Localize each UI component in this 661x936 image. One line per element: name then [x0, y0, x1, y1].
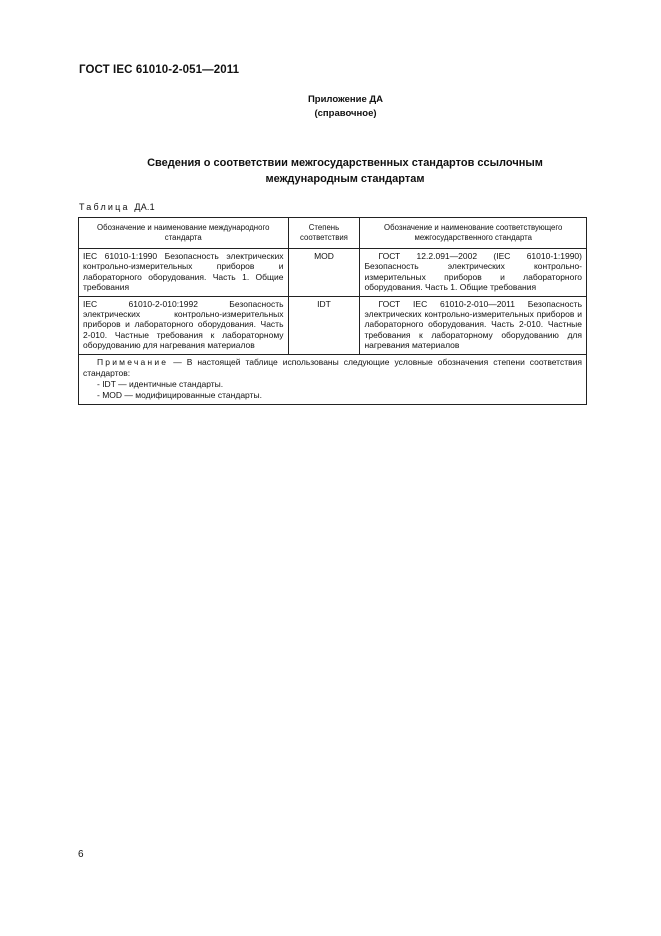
document-code: ГОСТ IEC 61010-2-051—2011	[79, 64, 240, 76]
appendix-subtitle: (справочное)	[314, 108, 377, 119]
table-row	[79, 249, 587, 297]
degree-cell: MOD	[288, 249, 360, 297]
interstate-standard-cell: ГОСТ 12.2.091—2002 (IEC 61010-1:1990) Безопасность электрических контрольно-измерительных приборов и лабораторного оборудования. Часть 1. Общие требования	[360, 249, 587, 297]
table-caption	[79, 202, 155, 212]
note-text-line	[83, 357, 582, 379]
correspondence-table	[78, 217, 587, 405]
international-standard-cell: IEC 61010-2-010:1992 Безопасность электрических контрольно-измерительных приборов и лабораторного оборудования. Часть 2-010. Частные требования к лабораторному оборудованию для нагревания материалов	[79, 296, 289, 354]
appendix-title: Приложение ДА	[307, 94, 384, 105]
section-title: Сведения о соответствии межгосударственных стандартов ссылочным международным стандартам	[147, 157, 543, 185]
interstate-standard-cell: ГОСТ IEC 61010-2-010—2011 Безопасность электрических контрольно-измерительных приборов и лабораторного оборудования. Часть 2-010. Частные требования к лабораторному оборудованию для нагревания материалов	[360, 296, 587, 354]
table-row	[79, 296, 587, 354]
table-header-row	[79, 218, 587, 249]
page-number: 6	[78, 849, 84, 860]
header-international-standard: Обозначение и наименование международного стандарта	[79, 218, 289, 249]
note-item-idt: - IDT — идентичные стандарты.	[97, 378, 224, 389]
table-caption-number: ДА.1	[134, 202, 155, 212]
note-label: Примечание	[97, 356, 169, 367]
header-degree-of-correspondence: Степень соответствия	[288, 218, 360, 249]
note-dash: —	[168, 356, 187, 367]
table-caption-word: Таблица	[79, 202, 130, 212]
international-standard-cell: IEC 61010-1:1990 Безопасность электрических контрольно-измерительных приборов и лабораторного оборудования. Часть 1. Общие требования	[79, 249, 289, 297]
table-note	[79, 354, 587, 404]
note-item-mod: - MOD — модифицированные стандарты.	[97, 389, 262, 400]
degree-cell: IDT	[288, 296, 360, 354]
header-interstate-standard: Обозначение и наименование соответствующего межгосударственного стандарта	[360, 218, 587, 249]
table-note-row	[79, 354, 587, 404]
note-text: В настоящей таблице использованы следующие условные обозначения степени соответствия стандартов:	[83, 356, 582, 378]
